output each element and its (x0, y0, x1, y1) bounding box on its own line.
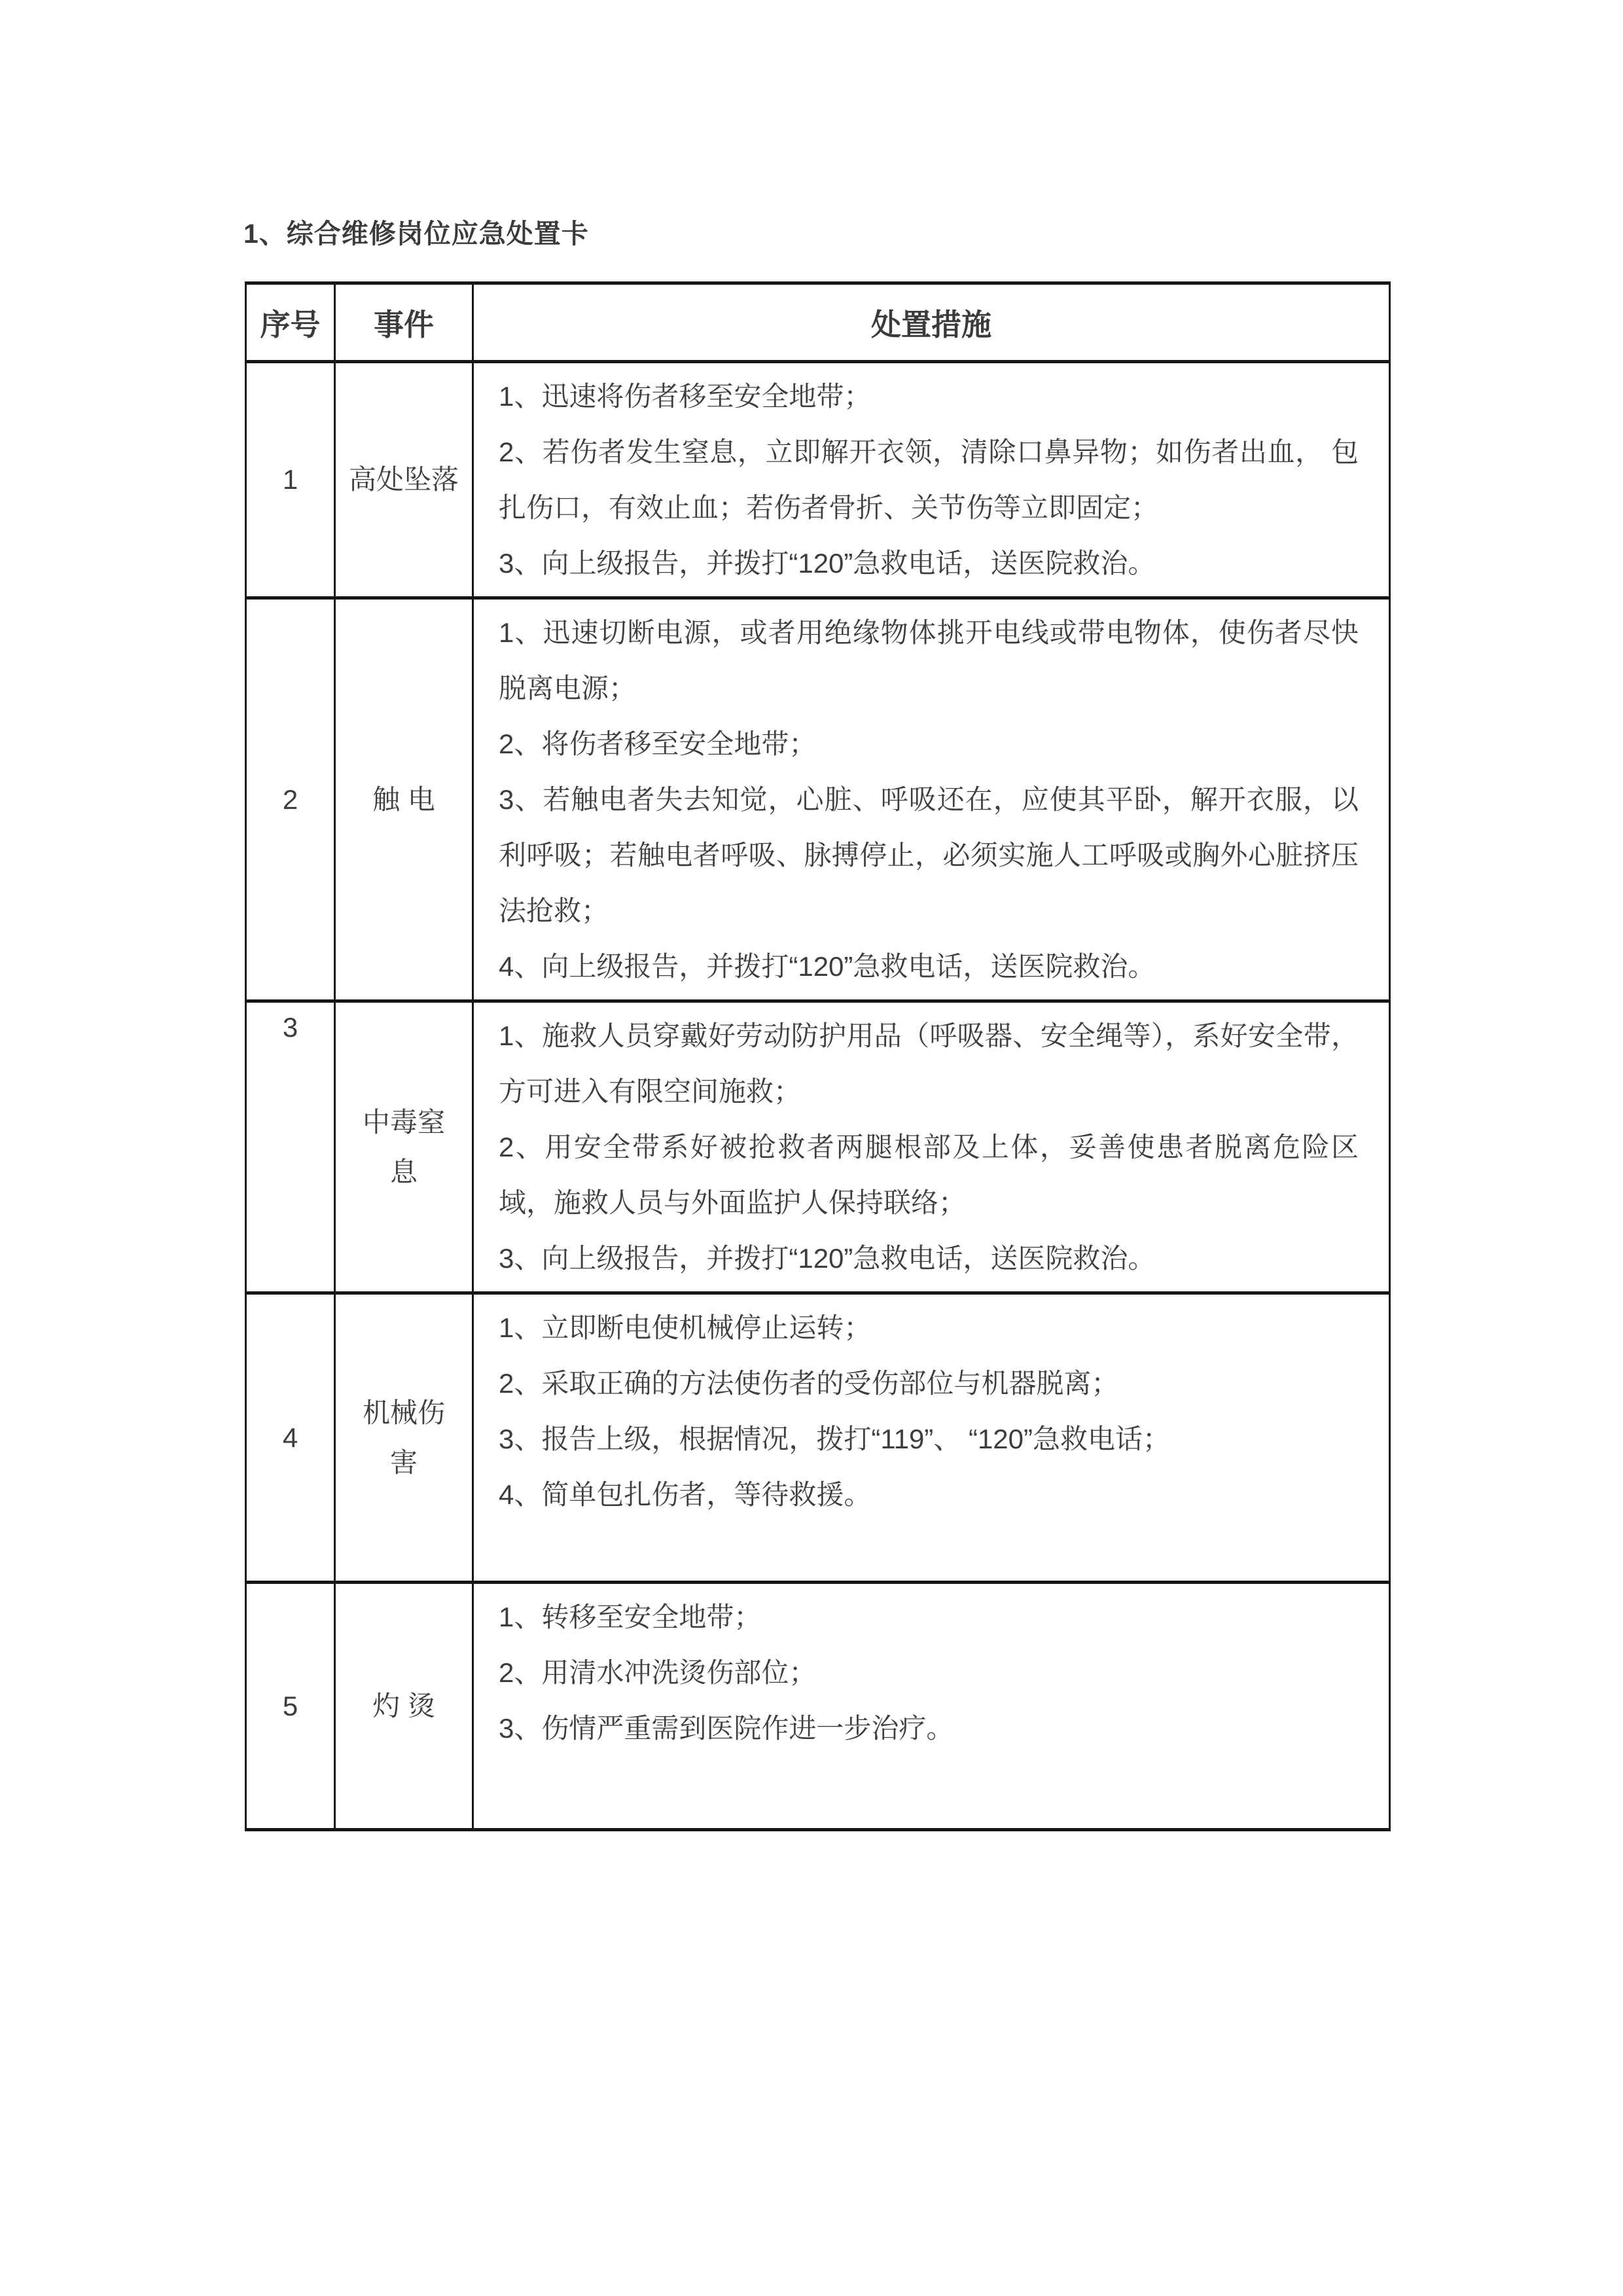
measure-item: 3、报告上级，根据情况，拨打“119”、 “120”急救电话； (499, 1424, 1171, 1454)
measure-item: 2、若伤者发生窒息，立即解开衣领，清除口鼻异物；如伤者出血， 包扎伤口，有效止血；若伤者骨折、关节伤等立即固定； (499, 437, 1359, 523)
measures-cell (473, 598, 1390, 1001)
measure-item: 3、若触电者失去知觉，心脏、呼吸还在，应使其平卧，解开衣服，以利呼吸；若触电者呼吸、脉搏停止，必须实施人工呼吸或胸外心脏挤压法抢救； (499, 784, 1359, 926)
table-header (246, 283, 1390, 362)
column-header-no: 序号 (246, 283, 335, 362)
table-row (246, 1001, 1390, 1293)
event-name: 高处坠落 (348, 464, 459, 495)
column-header-measures: 处置措施 (473, 283, 1390, 362)
table-row (246, 362, 1390, 598)
event-name: 中毒窒 息 (362, 1106, 445, 1187)
column-header-event: 事件 (335, 283, 473, 362)
row-number: 1 (282, 464, 298, 495)
row-number: 5 (282, 1690, 298, 1721)
measures-cell (473, 1001, 1390, 1293)
measure-item: 1、迅速将伤者移至安全地带； (499, 381, 872, 412)
event-cell (335, 1293, 473, 1583)
event-name: 机械伤 害 (362, 1397, 445, 1478)
measure-item: 1、迅速切断电源，或者用绝缘物体挑开电线或带电物体，使伤者尽快脱离电源； (499, 617, 1359, 704)
measure-item: 4、向上级报告，并拨打“120”急救电话，送医院救治。 (499, 951, 1156, 982)
row-number-cell (246, 362, 335, 598)
row-number: 4 (282, 1422, 298, 1453)
measure-item: 1、转移至安全地带； (499, 1602, 762, 1632)
row-number: 3 (282, 1012, 298, 1043)
measure-item: 4、简单包扎伤者，等待救援。 (499, 1479, 872, 1510)
event-cell (335, 1583, 473, 1830)
emergency-response-table (245, 281, 1391, 1831)
table-body (246, 362, 1390, 1830)
event-cell (335, 362, 473, 598)
measure-item: 3、伤情严重需到医院作进一步治疗。 (499, 1713, 954, 1744)
table-row (246, 1583, 1390, 1830)
measure-item: 3、向上级报告，并拨打“120”急救电话，送医院救治。 (499, 1243, 1156, 1274)
measures-cell (473, 1293, 1390, 1583)
measure-item: 2、将伤者移至安全地带； (499, 728, 817, 759)
row-number-cell (246, 1001, 335, 1293)
row-number-cell (246, 1293, 335, 1583)
event-name: 灼 烫 (372, 1690, 435, 1721)
page-title: 1、综合维修岗位应急处置卡 (243, 219, 589, 249)
event-cell (335, 598, 473, 1001)
row-number-cell (246, 1583, 335, 1830)
measure-item: 2、用安全带系好被抢救者两腿根部及上体，妥善使患者脱离危险区域，施救人员与外面监护人保持联络； (499, 1132, 1359, 1218)
measure-item: 1、立即断电使机械停止运转； (499, 1312, 872, 1343)
header-row (246, 283, 1390, 362)
measures-cell (473, 362, 1390, 598)
table-row (246, 1293, 1390, 1583)
measures-cell (473, 1583, 1390, 1830)
row-number-cell (246, 598, 335, 1001)
measure-item: 2、采取正确的方法使伤者的受伤部位与机器脱离； (499, 1368, 1119, 1399)
event-name: 触 电 (372, 783, 435, 815)
event-cell (335, 1001, 473, 1293)
measure-item: 2、用清水冲洗烫伤部位； (499, 1657, 817, 1688)
row-number: 2 (282, 783, 298, 815)
measure-item: 3、向上级报告，并拨打“120”急救电话，送医院救治。 (499, 548, 1156, 579)
table-row (246, 598, 1390, 1001)
measure-item: 1、施救人员穿戴好劳动防护用品（呼吸器、安全绳等），系好安全带， 方可进入有限空间施救； (499, 1020, 1359, 1107)
